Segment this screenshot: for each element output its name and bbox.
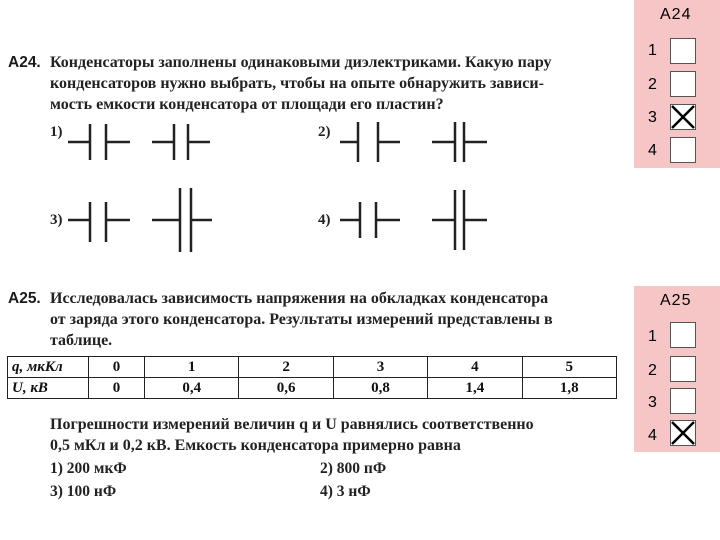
a24-panel-option-4-label: 4 — [648, 142, 657, 159]
a25-answer-2: 2) 800 пФ — [320, 460, 387, 477]
a24-text-line-3: мость емкости конденсатора от площади его пластин? — [50, 96, 444, 113]
a24-answer-checkbox-4[interactable] — [670, 137, 696, 163]
a24-capacitor-diagrams — [0, 110, 620, 260]
table-row — [8, 378, 617, 399]
a24-question-text — [50, 52, 620, 115]
a24-option-3-label: 3) — [50, 212, 63, 228]
a25-answer-3: 3) 100 нФ — [50, 483, 117, 500]
a25-answer-4: 4) 3 нФ — [320, 483, 371, 500]
a25-number: А25. — [8, 290, 41, 307]
a24-answer-checkbox-2[interactable] — [670, 71, 696, 97]
table-cell: 1,4 — [428, 378, 522, 399]
capacitor-icon — [152, 188, 212, 252]
a24-panel-option-2-label: 2 — [648, 76, 657, 93]
a24-text-line-2: конденсаторов нужно выбрать, чтобы на опыте обнаружить зависи- — [50, 75, 544, 92]
capacitor-icon — [432, 190, 487, 250]
a25-panel-option-2-label: 2 — [648, 362, 657, 379]
capacitor-icon — [340, 202, 400, 238]
a24-answer-panel — [634, 0, 720, 168]
row-u-label: U, кВ — [8, 378, 89, 399]
a25-after-line-2: 0,5 мКл и 0,2 кВ. Емкость конденсатора примерно равна — [50, 437, 461, 454]
a24-number: А24. — [8, 54, 41, 71]
table-cell: 1,8 — [522, 378, 616, 399]
a25-answer-checkbox-4[interactable] — [670, 420, 696, 446]
a25-text-line-3: таблице. — [50, 332, 113, 349]
a25-answer-panel — [634, 286, 720, 452]
a24-option-2-label: 2) — [318, 124, 331, 140]
a25-after-line-1: Погрешности измерений величин q и U равнялись соответственно — [50, 416, 534, 433]
a25-text-line-1: Исследовалась зависимость напряжения на обкладках конденсатора — [50, 290, 549, 307]
a25-panel-option-1-label: 1 — [648, 328, 657, 345]
a25-data-table — [7, 356, 617, 399]
check-cross-icon — [671, 105, 695, 129]
a25-question-text — [50, 288, 620, 351]
table-row — [8, 357, 617, 378]
a24-answer-checkbox-3[interactable] — [670, 104, 696, 130]
a25-answer-1: 1) 200 мкФ — [50, 460, 127, 477]
table-cell: 0,6 — [239, 378, 333, 399]
capacitor-icon — [152, 124, 210, 160]
a24-option-4-label: 4) — [318, 212, 331, 228]
a25-text-line-2: от заряда этого конденсатора. Результаты измерений представлены в — [50, 311, 553, 328]
a25-answer-checkbox-1[interactable] — [670, 322, 696, 348]
a24-panel-option-1-label: 1 — [648, 42, 657, 59]
table-cell: 3 — [333, 357, 427, 378]
table-cell: 4 — [428, 357, 522, 378]
capacitor-icon — [68, 124, 130, 160]
a25-panel-title: А25 — [660, 292, 692, 309]
a24-panel-option-3-label: 3 — [648, 109, 657, 126]
a25-after-text — [50, 414, 620, 456]
a25-panel-option-4-label: 4 — [648, 427, 657, 444]
table-cell: 0 — [89, 357, 145, 378]
a24-option-1-label: 1) — [50, 124, 63, 140]
capacitor-icon — [432, 122, 487, 162]
a25-answer-checkbox-2[interactable] — [670, 356, 696, 382]
a25-panel-option-3-label: 3 — [648, 394, 657, 411]
table-cell: 0 — [89, 378, 145, 399]
a24-answer-checkbox-1[interactable] — [670, 38, 696, 64]
a24-text-line-1: Конденсаторы заполнены одинаковыми диэлектриками. Какую пару — [50, 54, 552, 71]
table-cell: 1 — [145, 357, 239, 378]
row-q-label: q, мкКл — [8, 357, 89, 378]
table-cell: 0,8 — [333, 378, 427, 399]
a25-answer-checkbox-3[interactable] — [670, 388, 696, 414]
table-cell: 2 — [239, 357, 333, 378]
check-cross-icon — [671, 421, 695, 445]
table-cell: 0,4 — [145, 378, 239, 399]
capacitor-icon — [68, 202, 130, 242]
a24-panel-title: А24 — [660, 6, 692, 23]
capacitor-icon — [340, 122, 400, 162]
table-cell: 5 — [522, 357, 616, 378]
